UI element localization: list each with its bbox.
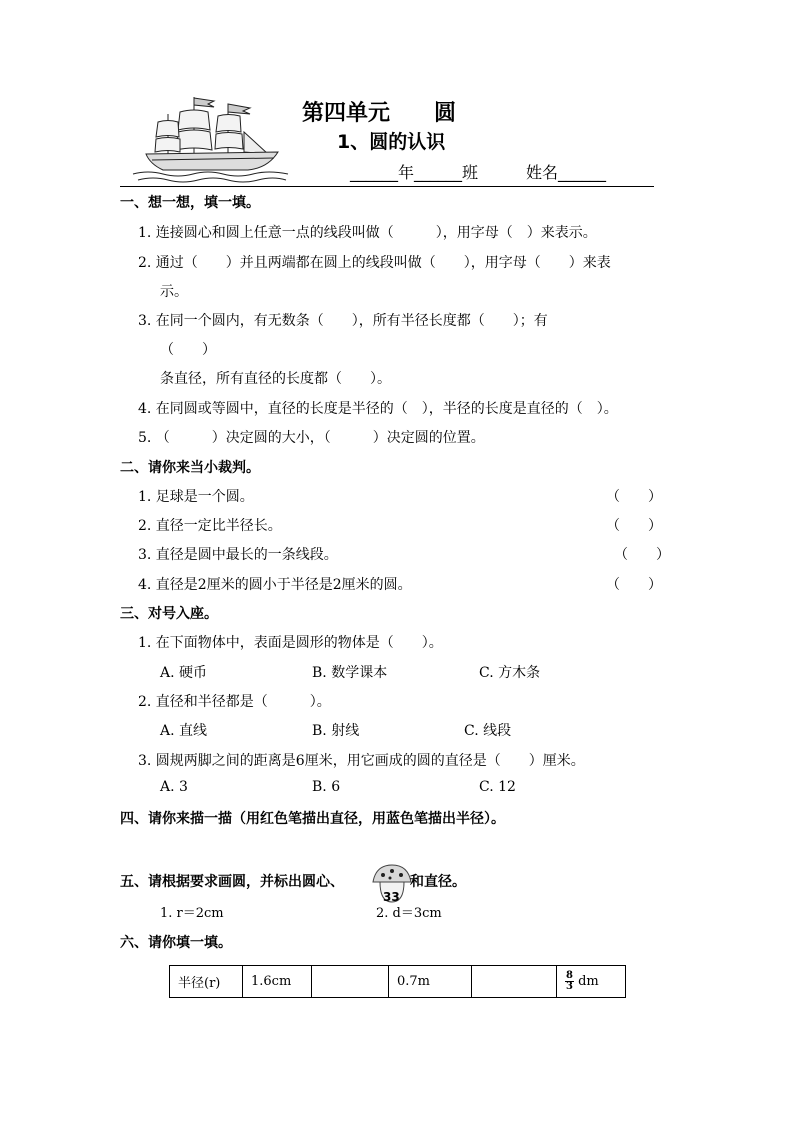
fraction-denominator: 3 [566, 981, 573, 992]
s2-answer-bracket-2[interactable]: （ ） [606, 518, 662, 534]
s3-q3[interactable]: 3. 圆规两脚之间的距离是6厘米，用它画成的圆的直径是（ ）厘米。 [138, 753, 585, 769]
table-cell[interactable] [472, 966, 557, 998]
s1-q3-cont2[interactable]: 条直径，所有直径的长度都（ ）。 [160, 371, 391, 387]
s3-q1[interactable]: 1. 在下面物体中，表面是圆形的物体是（ ）。 [138, 635, 443, 651]
table-cell[interactable]: 1.6cm [243, 966, 312, 998]
unit-title: 第四单元 圆 [302, 101, 457, 126]
fraction [565, 971, 574, 992]
s2-item-2: 2. 直径一定比半径长。 [138, 518, 282, 534]
s3-q1-option-b[interactable]: B. 数学课本 [312, 665, 388, 681]
lesson-title: 1、圆的认识 [337, 131, 446, 153]
s3-q3-option-b[interactable]: B. 6 [312, 779, 341, 795]
s3-q2-option-b[interactable]: B. 射线 [312, 723, 360, 739]
table-cell-fraction[interactable] [557, 966, 626, 998]
s1-q3[interactable]: 3. 在同一个圆内，有无数条（ ），所有半径长度都（ ）；有 [138, 313, 548, 329]
table-cell[interactable] [312, 966, 389, 998]
s1-q5[interactable]: 5. （ ）决定圆的大小，（ ）决定圆的位置。 [138, 430, 485, 446]
s2-item-1: 1. 足球是一个圆。 [138, 489, 254, 505]
s3-q1-option-c[interactable]: C. 方木条 [479, 665, 541, 681]
s3-q3-option-a[interactable]: A. 3 [160, 779, 188, 795]
s2-answer-bracket-3[interactable]: （ ） [614, 547, 670, 563]
table-row [170, 966, 626, 998]
s3-q2-option-c[interactable]: C. 线段 [464, 723, 512, 739]
section-5-title-b: 和直径。 [410, 874, 466, 890]
page-number: 33 [383, 890, 400, 904]
s1-q4[interactable]: 4. 在同圆或等圆中，直径的长度是半径的（ ），半径的长度是直径的（ ）。 [138, 401, 618, 417]
student-info-line[interactable]: ______年______班 姓名______ [350, 163, 607, 182]
s2-answer-bracket-1[interactable]: （ ） [606, 489, 662, 505]
section-4-title: 四、请你来描一描（用红色笔描出直径，用蓝色笔描出半径）。 [120, 811, 505, 827]
section-1-title: 一、想一想，填一填。 [120, 195, 260, 211]
s2-answer-bracket-4[interactable]: （ ） [606, 577, 662, 593]
s1-q2-cont: 示。 [160, 284, 188, 300]
s2-item-3: 3. 直径是圆中最长的一条线段。 [138, 547, 338, 563]
table-cell[interactable]: 0.7m [389, 966, 472, 998]
s5-item-1: 1. r＝2cm [160, 906, 224, 921]
fraction-numerator: 8 [566, 970, 573, 981]
s3-q2[interactable]: 2. 直径和半径都是（ ）。 [138, 694, 331, 710]
s1-q3-cont[interactable]: （ ） [160, 342, 216, 358]
ship-illustration [128, 92, 293, 187]
s5-item-2: 2. d＝3cm [376, 906, 442, 921]
s3-q3-option-c[interactable]: C. 12 [479, 779, 516, 795]
section-5-title-a: 五、请根据要求画圆，并标出圆心、 [120, 874, 344, 890]
section-6-title: 六、请你填一填。 [120, 935, 232, 951]
section-2-title: 二、请你来当小裁判。 [120, 460, 260, 476]
fraction-unit: dm [578, 974, 599, 989]
table-header-radius: 半径(r) [170, 966, 243, 998]
s2-item-4: 4. 直径是2厘米的圆小于半径是2厘米的圆。 [138, 577, 412, 593]
s1-q1[interactable]: 1. 连接圆心和圆上任意一点的线段叫做（ ），用字母（ ）来表示。 [138, 225, 597, 241]
radius-table [169, 965, 626, 998]
section-3-title: 三、对号入座。 [120, 606, 218, 622]
mushroom-page-badge [370, 862, 414, 906]
s1-q2[interactable]: 2. 通过（ ）并且两端都在圆上的线段叫做（ ），用字母（ ）来表 [138, 255, 611, 271]
header-divider [120, 186, 654, 187]
s3-q1-option-a[interactable]: A. 硬币 [160, 665, 208, 681]
s3-q2-option-a[interactable]: A. 直线 [160, 723, 208, 739]
